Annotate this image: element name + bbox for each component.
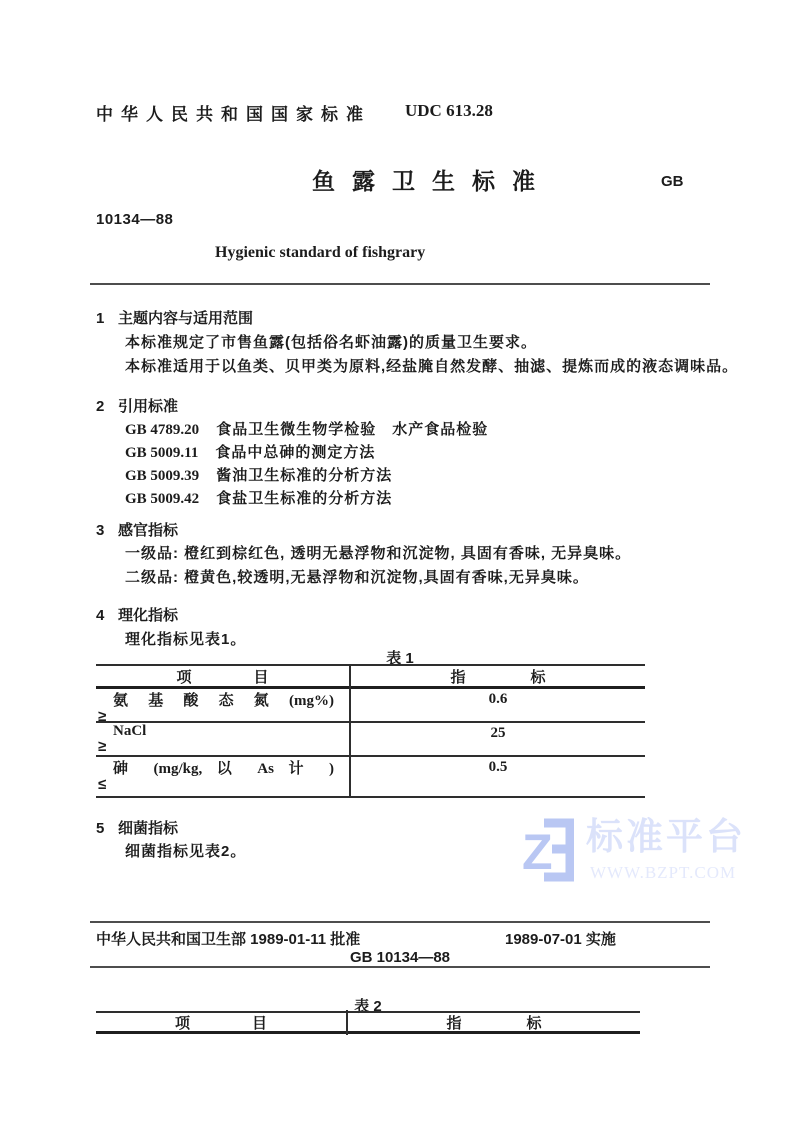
implementation-line: 1989-07-01 实施 [505,931,616,948]
section-5-number: 5 [96,820,105,837]
reference-title: 食品中总砷的测定方法 [215,444,376,461]
operator-symbol: ≤ [98,776,107,793]
column-header-index: 指 标 [450,668,546,686]
watermark-brand: 标准平台 [586,816,746,857]
reference-code: GB 5009.39 [125,468,200,484]
reference-title: 食盐卫生标准的分析方法 [216,490,393,507]
watermark [522,817,746,887]
bzpt-logo-icon [522,817,574,887]
table-cell-value: 25 [490,725,506,741]
table-cell-value: 0.5 [488,759,508,775]
reference-item [125,487,392,508]
reference-code: GB 4789.20 [125,422,200,438]
reference-code: GB 5009.42 [125,491,200,507]
section-1-paragraph: 本标准规定了市售鱼露(包括俗名虾油露)的质量卫生要求。 [125,334,537,351]
table-row [96,689,645,723]
table-cell-item [96,723,351,755]
reference-item [125,441,375,462]
section-5-title: 细菌指标 [118,820,179,837]
table-row [96,723,645,757]
english-title: Hygienic standard of fishgrary [215,244,426,261]
section-1-number: 1 [96,310,105,327]
footer-standard-code: GB 10134—88 [349,949,451,966]
table-1-header-item [96,664,351,689]
table-cell-value: 0.6 [488,691,508,707]
item-text: 砷 (mg/kg, 以 As 计 ) [113,761,334,777]
page-title: 鱼露卫生标准 [312,168,552,194]
item-text: 氨 基 酸 态 氮 (mg%) [113,693,334,709]
reference-item [125,464,392,485]
section-3-paragraph: 一级品: 橙红到棕红色, 透明无悬浮物和沉淀物, 具固有香味, 无异臭味。 [125,545,632,562]
section-1-title: 主题内容与适用范围 [118,310,254,327]
section-1-paragraph: 本标准适用于以鱼类、贝甲类为原料,经盐腌自然发酵、抽滤、提炼而成的液态调味品。 [125,358,739,375]
table-cell-item [96,757,351,796]
operator-symbol: ≥ [98,738,107,755]
reference-title: 食品卫生微生物学检验 水产食品检验 [216,421,489,438]
section-2-title: 引用标准 [118,398,179,415]
table-2-header-item [96,1010,348,1035]
section-3-title: 感官指标 [118,522,179,539]
standard-number: 10134—88 [96,211,174,228]
item-text: NaCl [113,723,147,739]
watermark-text [586,817,746,883]
column-header-item: 项 目 [176,668,269,686]
watermark-url: WWW.BZPT.COM [590,863,737,882]
footer-divider-top [90,921,710,923]
footer-divider-bottom [90,966,710,968]
table-2-header-index [348,1010,640,1035]
section-1-heading [96,307,253,328]
reference-code: GB 5009.11 [125,445,199,461]
table-1 [96,664,645,798]
section-3-paragraph: 二级品: 橙黄色,较透明,无悬浮物和沉淀物,具固有香味,无异臭味。 [125,569,589,586]
section-3-heading [96,519,178,540]
reference-item [125,418,488,439]
udc-number: UDC 613.28 [405,101,493,120]
national-standard-label: 中华人民共和国国家标准 [96,105,371,124]
svg-text:Z: Z [522,824,553,880]
table-1-header-row [96,666,645,689]
column-header-index: 指 标 [446,1014,542,1032]
table-2-header-row [96,1013,640,1034]
approval-line: 中华人民共和国卫生部 1989-01-11 批准 [96,931,361,948]
section-3-number: 3 [96,522,105,539]
operator-symbol: ≥ [98,708,107,725]
table-1-caption: 表 1 [386,650,414,667]
section-4-number: 4 [96,607,105,624]
column-header-item: 项 目 [175,1014,267,1032]
table-2 [96,1011,640,1034]
gb-mark: GB [661,173,684,190]
section-4-title: 理化指标 [118,607,179,624]
header-divider [90,283,710,285]
section-5-heading [96,817,178,838]
section-5-paragraph: 细菌指标见表2。 [125,843,247,860]
reference-title: 酱油卫生标准的分析方法 [216,467,393,484]
table-2-caption: 表 2 [354,998,382,1015]
section-2-number: 2 [96,398,105,415]
table-row [96,757,645,796]
table-cell-item [96,689,351,725]
table-1-header-index [351,664,645,689]
section-4-paragraph: 理化指标见表1。 [125,631,247,648]
section-4-heading [96,604,178,625]
section-2-heading [96,395,178,416]
